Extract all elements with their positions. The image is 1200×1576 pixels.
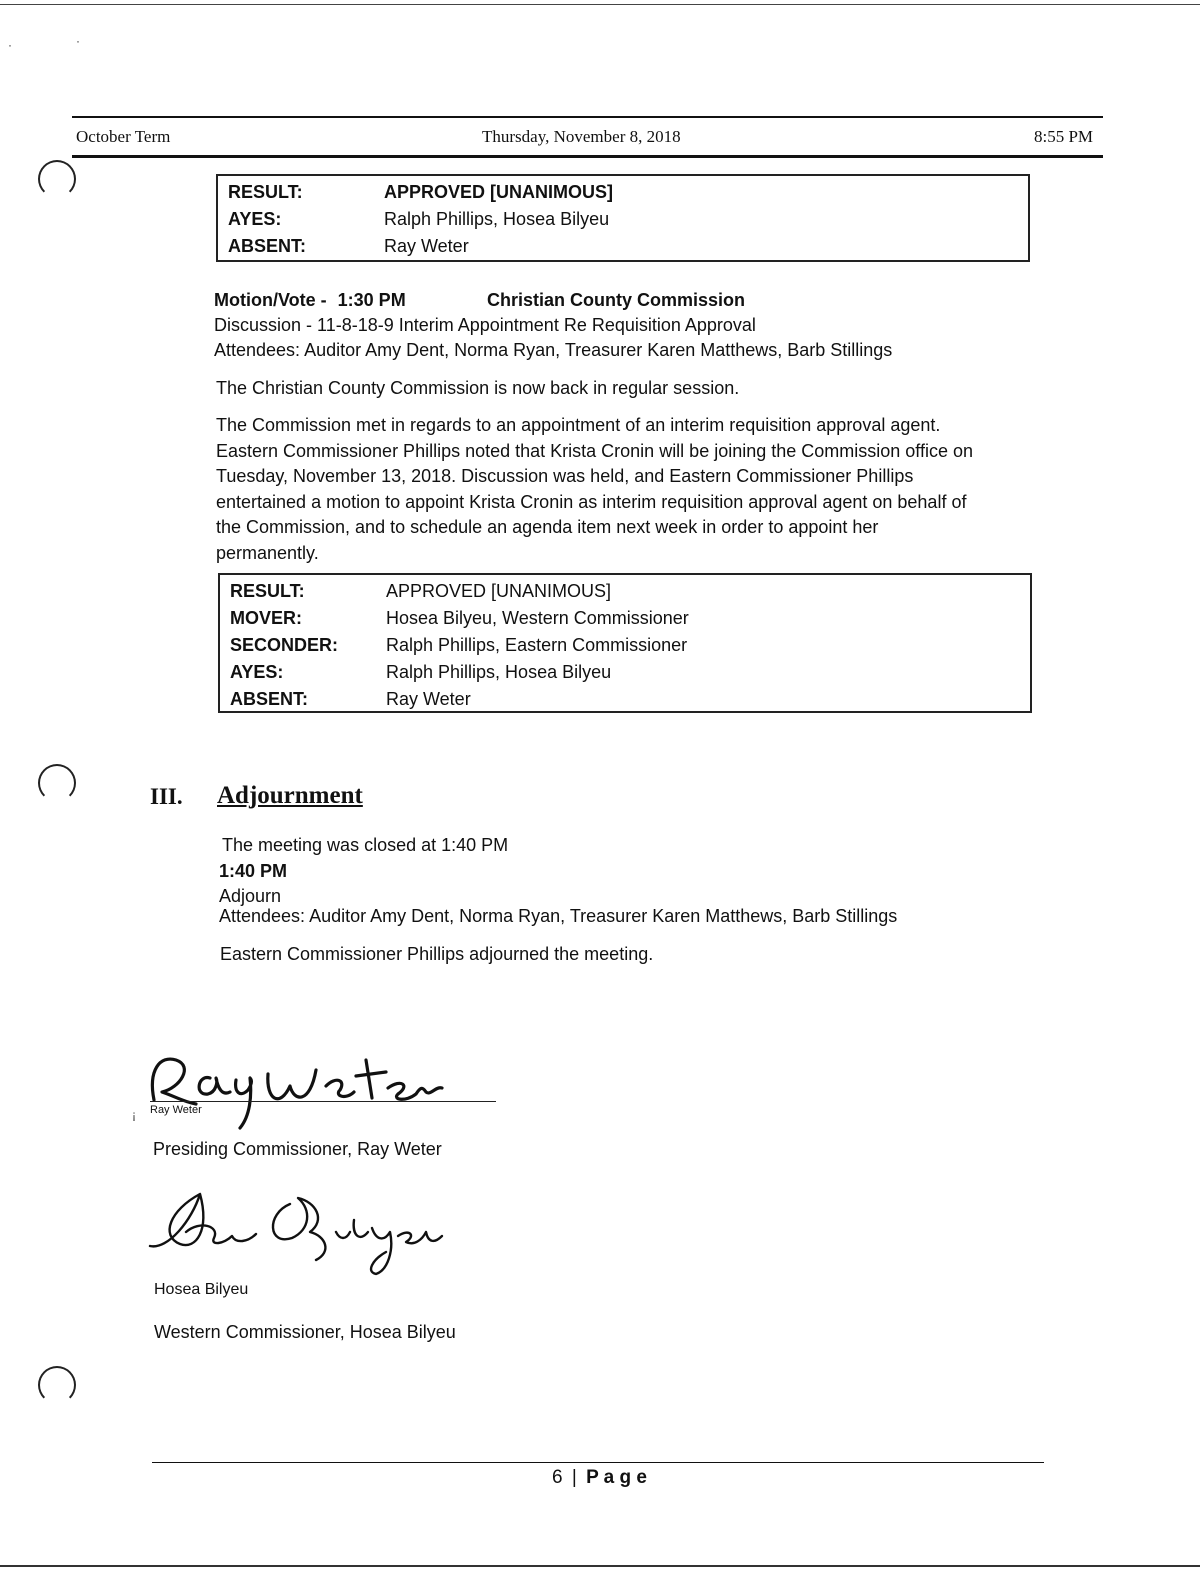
vote-row-result bbox=[228, 179, 1018, 206]
vote-key: AYES: bbox=[228, 209, 282, 229]
paragraph-line: Tuesday, November 13, 2018. Discussion was held, and Eastern Commissioner Phillips bbox=[216, 466, 914, 486]
vote-value: Ralph Phillips, Eastern Commissioner bbox=[386, 635, 688, 655]
signature-line-1 bbox=[150, 1101, 496, 1102]
adjourn-attendees: Attendees: Auditor Amy Dent, Norma Ryan, Treasurer Karen Matthews, Barb Stillings bbox=[219, 906, 898, 926]
paragraph-line: permanently. bbox=[216, 542, 319, 563]
page-number bbox=[552, 1467, 647, 1489]
scan-top-edge bbox=[0, 4, 1200, 5]
paragraph-line: the Commission, and to schedule an agenda item next week in order to appoint her bbox=[216, 517, 879, 537]
vote-row-ayes bbox=[228, 206, 1018, 233]
paragraph-line: entertained a motion to appoint Krista Cronin as interim requisition approval agent on behalf of bbox=[216, 491, 967, 512]
page-number-value: 6 bbox=[552, 1467, 563, 1488]
hole-punch bbox=[38, 764, 76, 802]
vote-row-seconder bbox=[230, 632, 1020, 659]
vote-row-ayes bbox=[230, 659, 1020, 686]
signature-2-title: Western Commissioner, Hosea Bilyeu bbox=[154, 1322, 456, 1342]
signature-2-printed-name: Hosea Bilyeu bbox=[154, 1281, 249, 1298]
motion-heading bbox=[214, 288, 746, 313]
scan-speck: · bbox=[76, 34, 80, 48]
vote-key: RESULT: bbox=[228, 182, 303, 202]
vote-key: ABSENT: bbox=[228, 236, 307, 256]
motion-discussion: Discussion - 11-8-18-9 Interim Appointment Re Requisition Approval bbox=[214, 315, 756, 335]
scan-speck: ¡ bbox=[132, 1108, 136, 1122]
vote-row-absent bbox=[230, 686, 1020, 713]
scan-speck: · bbox=[8, 38, 12, 52]
vote-key: AYES: bbox=[230, 662, 284, 682]
motion-time: 1:30 PM bbox=[337, 290, 406, 310]
vote-row-absent bbox=[228, 233, 1018, 260]
section-title: Adjournment bbox=[217, 782, 363, 809]
signature-1-title: Presiding Commissioner, Ray Weter bbox=[153, 1139, 442, 1159]
vote-key: MOVER: bbox=[230, 608, 302, 628]
vote-value: APPROVED [UNANIMOUS] bbox=[384, 182, 614, 202]
vote-row-result bbox=[230, 578, 1020, 605]
vote-key: ABSENT: bbox=[230, 689, 309, 709]
signature-1-printed-name: Ray Weter bbox=[150, 1104, 202, 1116]
paragraph-line: The Commission met in regards to an appointment of an interim requisition approval agent. bbox=[216, 415, 941, 435]
vote-table-1 bbox=[216, 174, 1030, 262]
paragraph-line: Eastern Commissioner Phillips noted that Krista Cronin will be joining the Commission office on bbox=[216, 440, 974, 461]
header-time: 8:55 PM bbox=[1034, 127, 1094, 146]
vote-key: RESULT: bbox=[230, 581, 305, 601]
motion-body: Christian County Commission bbox=[487, 290, 746, 310]
header-top-rule bbox=[72, 116, 1103, 118]
adjourn-time: 1:40 PM bbox=[219, 861, 288, 881]
scan-bottom-edge bbox=[0, 1565, 1200, 1567]
hole-punch bbox=[38, 160, 76, 198]
adjourn-action: Adjourn bbox=[219, 886, 282, 906]
vote-table-2 bbox=[218, 573, 1032, 713]
session-text: The Christian County Commission is now back in regular session. bbox=[216, 378, 740, 398]
discussion-paragraph bbox=[216, 413, 1036, 566]
vote-value: Ray Weter bbox=[386, 689, 471, 709]
vote-value: Ralph Phillips, Hosea Bilyeu bbox=[386, 662, 612, 682]
vote-row-mover bbox=[230, 605, 1020, 632]
header-date: Thursday, November 8, 2018 bbox=[482, 127, 681, 146]
hole-punch bbox=[38, 1366, 76, 1404]
section-numeral: III. bbox=[150, 784, 183, 809]
vote-value: Hosea Bilyeu, Western Commissioner bbox=[386, 608, 689, 628]
page-label: P a g e bbox=[586, 1467, 647, 1488]
motion-attendees: Attendees: Auditor Amy Dent, Norma Ryan, Treasurer Karen Matthews, Barb Stillings bbox=[214, 340, 893, 360]
vote-key: SECONDER: bbox=[230, 635, 339, 655]
page-number-separator: | bbox=[571, 1467, 577, 1488]
header-term: October Term bbox=[76, 127, 171, 146]
meeting-closed-text: The meeting was closed at 1:40 PM bbox=[222, 835, 509, 855]
signature-hosea-bilyeu bbox=[140, 1180, 460, 1280]
header-bottom-rule bbox=[72, 155, 1103, 158]
vote-value: APPROVED [UNANIMOUS] bbox=[386, 581, 612, 601]
adjourn-closing: Eastern Commissioner Phillips adjourned the meeting. bbox=[220, 944, 654, 964]
motion-label: Motion/Vote - bbox=[214, 290, 327, 310]
vote-value: Ray Weter bbox=[384, 236, 469, 256]
footer-rule bbox=[152, 1462, 1044, 1463]
vote-value: Ralph Phillips, Hosea Bilyeu bbox=[384, 209, 610, 229]
